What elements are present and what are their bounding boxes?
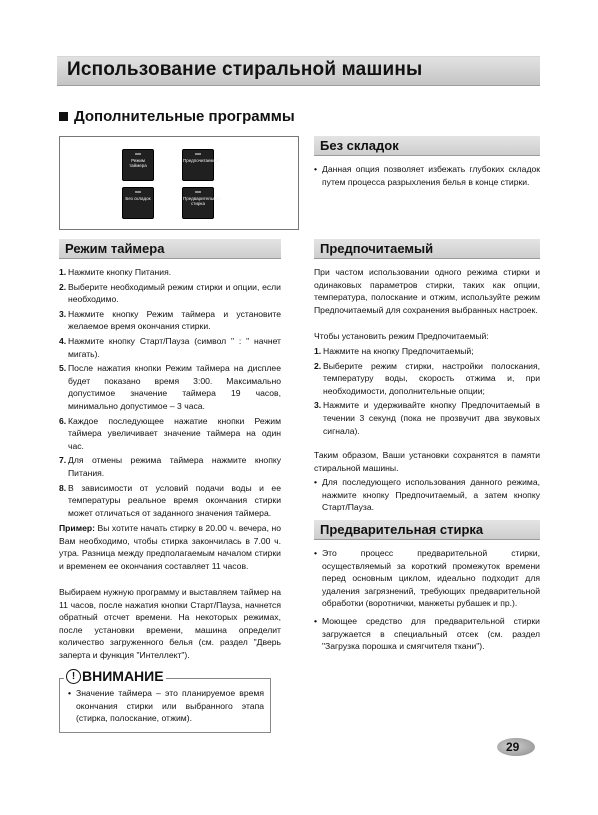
- prewash-text: Моющее средство для предварительной стирки загружается в специальный отсек (см. раздел "Загрузка порошка и смягчителя ткани").: [322, 615, 540, 652]
- timer-example: [59, 522, 281, 572]
- control-panel-illustration: [59, 136, 299, 230]
- section-heading: Дополнительные программы: [74, 107, 295, 125]
- favorite-howto: Чтобы установить режим Предпочитаемый:: [314, 331, 489, 341]
- list-item: [59, 266, 281, 279]
- example-text: Вы хотите начать стирку в 20.00 ч. вечера, но Вам необходимо, чтобы стирка закончилась в 7.00 ч. утра. Разница между предполагаемым началом стирки и временем ее окончания составляет 11 часов.: [59, 523, 281, 571]
- list-item: [314, 163, 540, 188]
- bullet-icon: •: [314, 164, 318, 174]
- warning-icon: !: [66, 669, 81, 684]
- prewash-heading: Предварительная стирка: [314, 520, 540, 540]
- panel-button-label: Предварительная стирка: [183, 196, 221, 206]
- square-bullet-icon: [59, 112, 68, 121]
- list-item: [59, 454, 281, 479]
- bullet-icon: •: [314, 548, 318, 558]
- prewash-body: [314, 547, 540, 658]
- page-number: 29: [506, 740, 520, 754]
- step-text: Выберите режим стирки, настройки полоскания, температуру воды, скорость отжима и, при необходимости, дополнительные опции;: [323, 360, 540, 396]
- list-item: [59, 362, 281, 412]
- list-item: [59, 335, 281, 360]
- no-wrinkles-heading: Без складок: [314, 136, 540, 156]
- step-number: 1.: [314, 346, 322, 356]
- list-item: [59, 415, 281, 453]
- step-number: 3.: [59, 308, 67, 319]
- step-text: Каждое последующее нажатие кнопки Режим таймера увеличивает значение таймера на один час.: [68, 415, 281, 451]
- list-item: [314, 615, 540, 653]
- favorite-steps: [314, 345, 540, 439]
- list-item: [59, 308, 281, 333]
- step-number: 2.: [314, 360, 322, 371]
- led-icon: [195, 191, 201, 193]
- prewash-text: Это процесс предварительной стирки, осуществляемый за короткий промежуток времени перед основным циклом, идеально подходит для удаления загрязнений, требующих предварительной обработки (воротнички, манжеты рубашек и пр.).: [322, 548, 540, 609]
- section-heading-row: [59, 107, 295, 125]
- step-text: Для отмены режима таймера нажмите кнопку Питания.: [68, 455, 281, 478]
- favorite-heading: Предпочитаемый: [314, 239, 540, 259]
- timer-steps: [59, 266, 281, 521]
- step-number: 3.: [314, 400, 322, 411]
- step-number: 6.: [59, 415, 67, 426]
- list-item: [314, 345, 540, 358]
- step-text: Нажмите кнопку Режим таймера и установите желаемое время окончания стирки.: [68, 308, 281, 332]
- example-label: Пример:: [59, 523, 95, 533]
- step-text: Нажмите кнопку Старт/Пауза (символ " : " начнет мигать).: [68, 335, 281, 359]
- panel-button-no-wrinkles: [122, 187, 154, 219]
- panel-button-timer: [122, 149, 154, 181]
- favorite-intro: При частом использовании одного режима стирки и одинаковых параметров стирки, таких как опции, температура, полоскание и отжим, используйте режим Предпочитаемый для сохранения выбранных настроек.: [314, 267, 540, 315]
- page-title: Использование стиральной машины: [67, 59, 423, 80]
- panel-button-favorite: [182, 149, 220, 181]
- list-item: [314, 547, 540, 610]
- list-item: [314, 476, 540, 514]
- list-item: [314, 399, 540, 437]
- step-number: 7.: [59, 455, 67, 466]
- step-text: Выберите необходимый режим стирки и опции, если необходимо.: [68, 281, 281, 305]
- step-number: 5.: [59, 363, 67, 374]
- timer-heading: Режим таймера: [59, 239, 281, 259]
- warning-title-row: [64, 668, 166, 684]
- step-text: Нажмите и удерживайте кнопку Предпочитаемый в течении 3 секунд (пока не прозвучит два звуковых сигнала).: [323, 400, 540, 436]
- warning-text: Значение таймера – это планируемое время окончания стирки или выбранного этапа (стирка, полоскание, отжим).: [76, 688, 264, 724]
- list-item: [59, 281, 281, 306]
- step-text: После нажатия кнопки Режим таймера на дисплее будет показано время 3:00. Максимально допустимое значение таймера 19 часов, минимально допустимое – 3 часа.: [68, 363, 281, 411]
- timer-paragraph: Выбираем нужную программу и выставляем таймер на 11 часов, после нажатия кнопки Старт/Пауза, начнется обратный отсчет времени. На некоторых режимах, после установки времени, машина определит количество загруженного белья (см. раздел "Дверь заперта и функция "Интеллект").: [59, 587, 281, 660]
- list-item: [59, 482, 281, 520]
- step-number: 2.: [59, 281, 67, 292]
- list-item: [314, 360, 540, 398]
- warning-box: [59, 678, 271, 733]
- panel-button-label: Предпочитаемый: [183, 158, 220, 163]
- led-icon: [195, 153, 201, 155]
- list-item: [68, 687, 264, 725]
- step-text: В зависимости от условий подачи воды и ее температуры реальное время окончания стирки может отличаться от заданного значения таймера.: [68, 482, 281, 518]
- favorite-note-text: Для последующего использования данного режима, нажмите кнопку Предпочитаемый, а затем кнопку Старт/Пауза.: [322, 477, 540, 513]
- bullet-icon: •: [68, 688, 72, 698]
- no-wrinkles-body: [314, 163, 540, 193]
- panel-button-label: Без складок: [125, 196, 151, 201]
- led-icon: [135, 153, 141, 155]
- bullet-icon: •: [314, 477, 318, 487]
- step-number: 4.: [59, 335, 67, 346]
- step-number: 8.: [59, 482, 67, 493]
- warning-title: ВНИМАНИЕ: [82, 668, 164, 684]
- step-number: 1.: [59, 267, 67, 277]
- led-icon: [135, 191, 141, 193]
- panel-button-prewash: [182, 187, 221, 219]
- step-text: Нажмите кнопку Питания.: [68, 267, 172, 277]
- favorite-note: [314, 476, 540, 519]
- panel-button-label: Режим таймера: [129, 158, 147, 168]
- no-wrinkles-text: Данная опция позволяет избежать глубоких складок путем процесса разрыхления белья в конце стирки.: [322, 164, 540, 187]
- favorite-saved: Таким образом, Ваши установки сохранятся в памяти стиральной машины.: [314, 450, 540, 473]
- step-text: Нажмите на кнопку Предпочитаемый;: [323, 346, 474, 356]
- bullet-icon: •: [314, 615, 318, 626]
